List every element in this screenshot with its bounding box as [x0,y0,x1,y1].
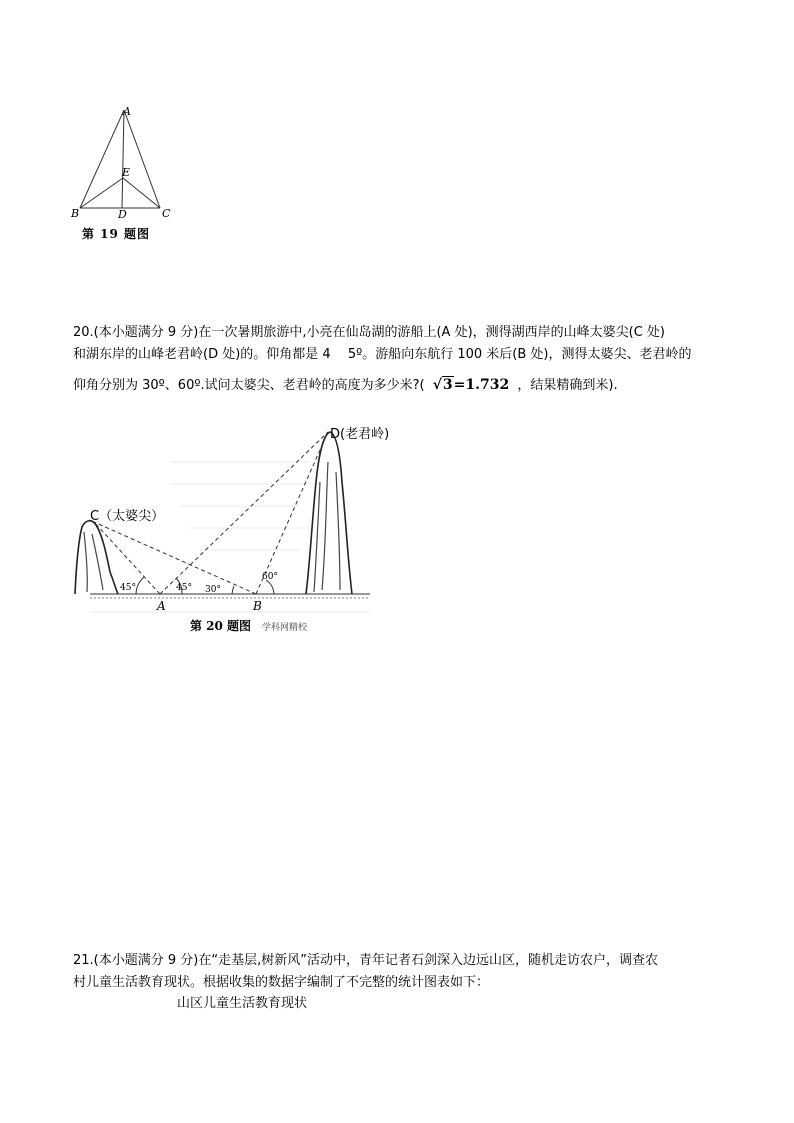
label-b: B [71,207,80,220]
angle-arc-30 [232,586,234,594]
figure-20 [70,422,394,633]
label-d: D [118,208,127,221]
sight-line-b-d [256,432,328,594]
figure-20-caption: 第 20 题图 [190,619,252,633]
sqrt-value: =1.732 [453,377,510,393]
angle-label-right-45: 45° [176,583,192,593]
problem-20 [73,322,733,397]
sight-line-a-d [160,432,328,594]
problem-20-line-2: 和湖东岸的山峰老君岭(D 处)的。仰角都是 4 5º。游船向东航行 100 米后(B 处)，测得太婆尖、老君岭的 [73,347,692,362]
problem-20-line-3-start: 仰角分别为 30º、60º.试问太婆尖、老君岭的高度为多少米?( [73,378,425,393]
problem-21-line-2: 村儿童生活教育现状。根据收集的数据字编制了不完整的统计图表如下： [73,975,490,990]
segment-ab [80,110,124,208]
table-title: 山区儿童生活教育现状 [177,996,308,1011]
figure-20-watermark: 学科网精校 [262,623,308,633]
mountain-d-ridge-2 [322,462,328,590]
label-e: E [122,166,131,179]
mountain-c-ridge [84,532,87,592]
problem-21-line-1: 21.(本小题满分 9 分)在“走基层,树新风”活动中，青年记者石剑深入边远山区，随机走访农户，调查农 [73,953,658,968]
problem-20-line-3 [73,374,733,397]
angle-arc-60 [266,580,274,594]
problem-21 [73,950,733,994]
label-c-taipojian: C（太婆尖） [90,509,165,524]
sqrt-radicand: 3 [442,377,453,393]
segment-ad [122,110,124,208]
problem-20-line-3-end: ，结果精确到米). [517,378,618,393]
label-a-point: A [157,599,166,613]
mountain-d [306,432,352,594]
angle-label-30: 30° [205,585,221,595]
angle-label-60: 60° [262,572,278,582]
mountain-d-ridge-3 [336,472,340,590]
sqrt-formula: √3=1.732 [432,377,510,393]
label-d-laojunling: D(老君岭) [330,427,390,442]
angle-label-left-45: 45° [120,583,136,593]
figure-20-diagram [70,422,394,633]
sight-line-b-c [94,522,256,594]
problem-20-line-1: 20.(本小题满分 9 分)在一次暑期旅游中,小亮在仙岛湖的游船上(A 处)，测得湖西岸的山峰太婆尖(C 处) [73,325,666,340]
mountain-c-ridge-2 [92,534,103,590]
figure-19-caption: 第 19 题图 [82,227,151,241]
label-a: A [123,105,131,118]
label-c: C [162,207,171,220]
label-b-point: B [253,599,262,613]
angle-arc-left-45 [136,577,144,594]
